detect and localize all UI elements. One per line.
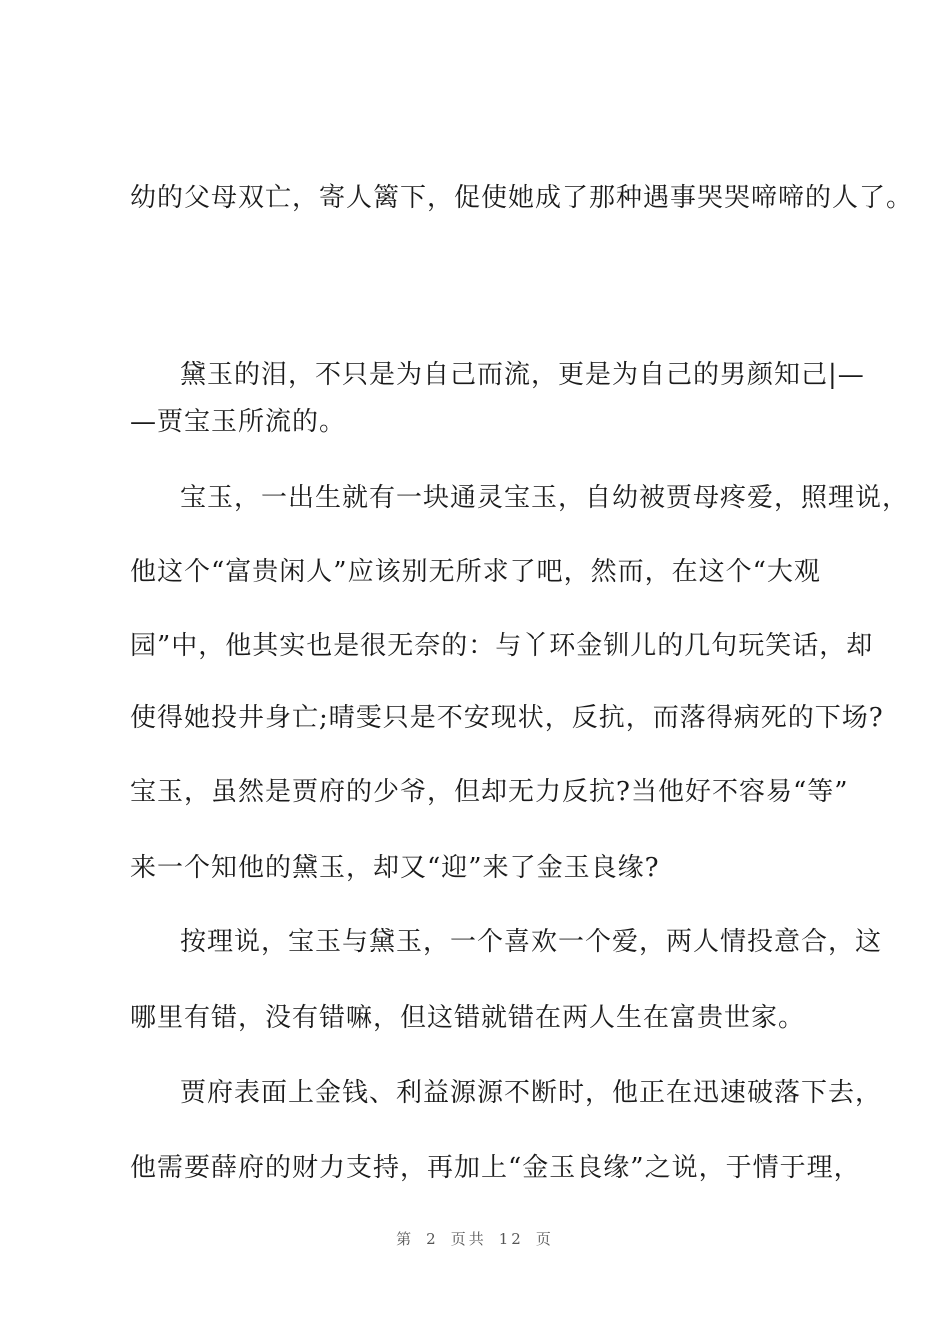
text-line: 来一个知他的黛玉，却又“迎”来了金玉良缘? <box>130 853 660 883</box>
text-line: —贾宝玉所流的。 <box>130 407 347 437</box>
text-line: 使得她投井身亡;晴雯只是不安现状，反抗，而落得病死的下场? <box>130 703 884 733</box>
text-line: 他需要薛府的财力支持，再加上“金玉良缘”之说，于情于理， <box>130 1153 861 1183</box>
text-line: 园”中，他其实也是很无奈的：与丫环金钏儿的几句玩笑话，却 <box>130 631 874 661</box>
text-line: 按理说，宝玉与黛玉，一个喜欢一个爱，两人情投意合，这 <box>180 927 883 957</box>
text-line: 贾府表面上金钱、利益源源不断时，他正在迅速破落下去， <box>180 1078 883 1108</box>
total-pages: 12 <box>498 1230 524 1248</box>
footer-prefix: 第 <box>396 1230 415 1248</box>
text-line: 黛玉的泪，不只是为自己而流，更是为自己的男颜知己|— <box>180 360 865 390</box>
text-line: 宝玉，虽然是贾府的少爷，但却无力反抗?当他好不容易“等” <box>130 777 849 807</box>
text-line: 他这个“富贵闲人”应该别无所求了吧，然而，在这个“大观 <box>130 557 821 587</box>
text-line: 宝玉，一出生就有一块通灵宝玉，自幼被贾母疼爱，照理说， <box>180 483 910 513</box>
footer-middle: 页共 <box>450 1230 487 1248</box>
page-footer <box>0 1228 950 1249</box>
text-line: 哪里有错，没有错嘛，但这错就错在两人生在富贵世家。 <box>130 1003 806 1033</box>
footer-suffix: 页 <box>535 1230 554 1248</box>
page-number: 2 <box>426 1230 439 1248</box>
text-line: 幼的父母双亡，寄人篱下，促使她成了那种遇事哭哭啼啼的人了。 <box>130 183 914 213</box>
